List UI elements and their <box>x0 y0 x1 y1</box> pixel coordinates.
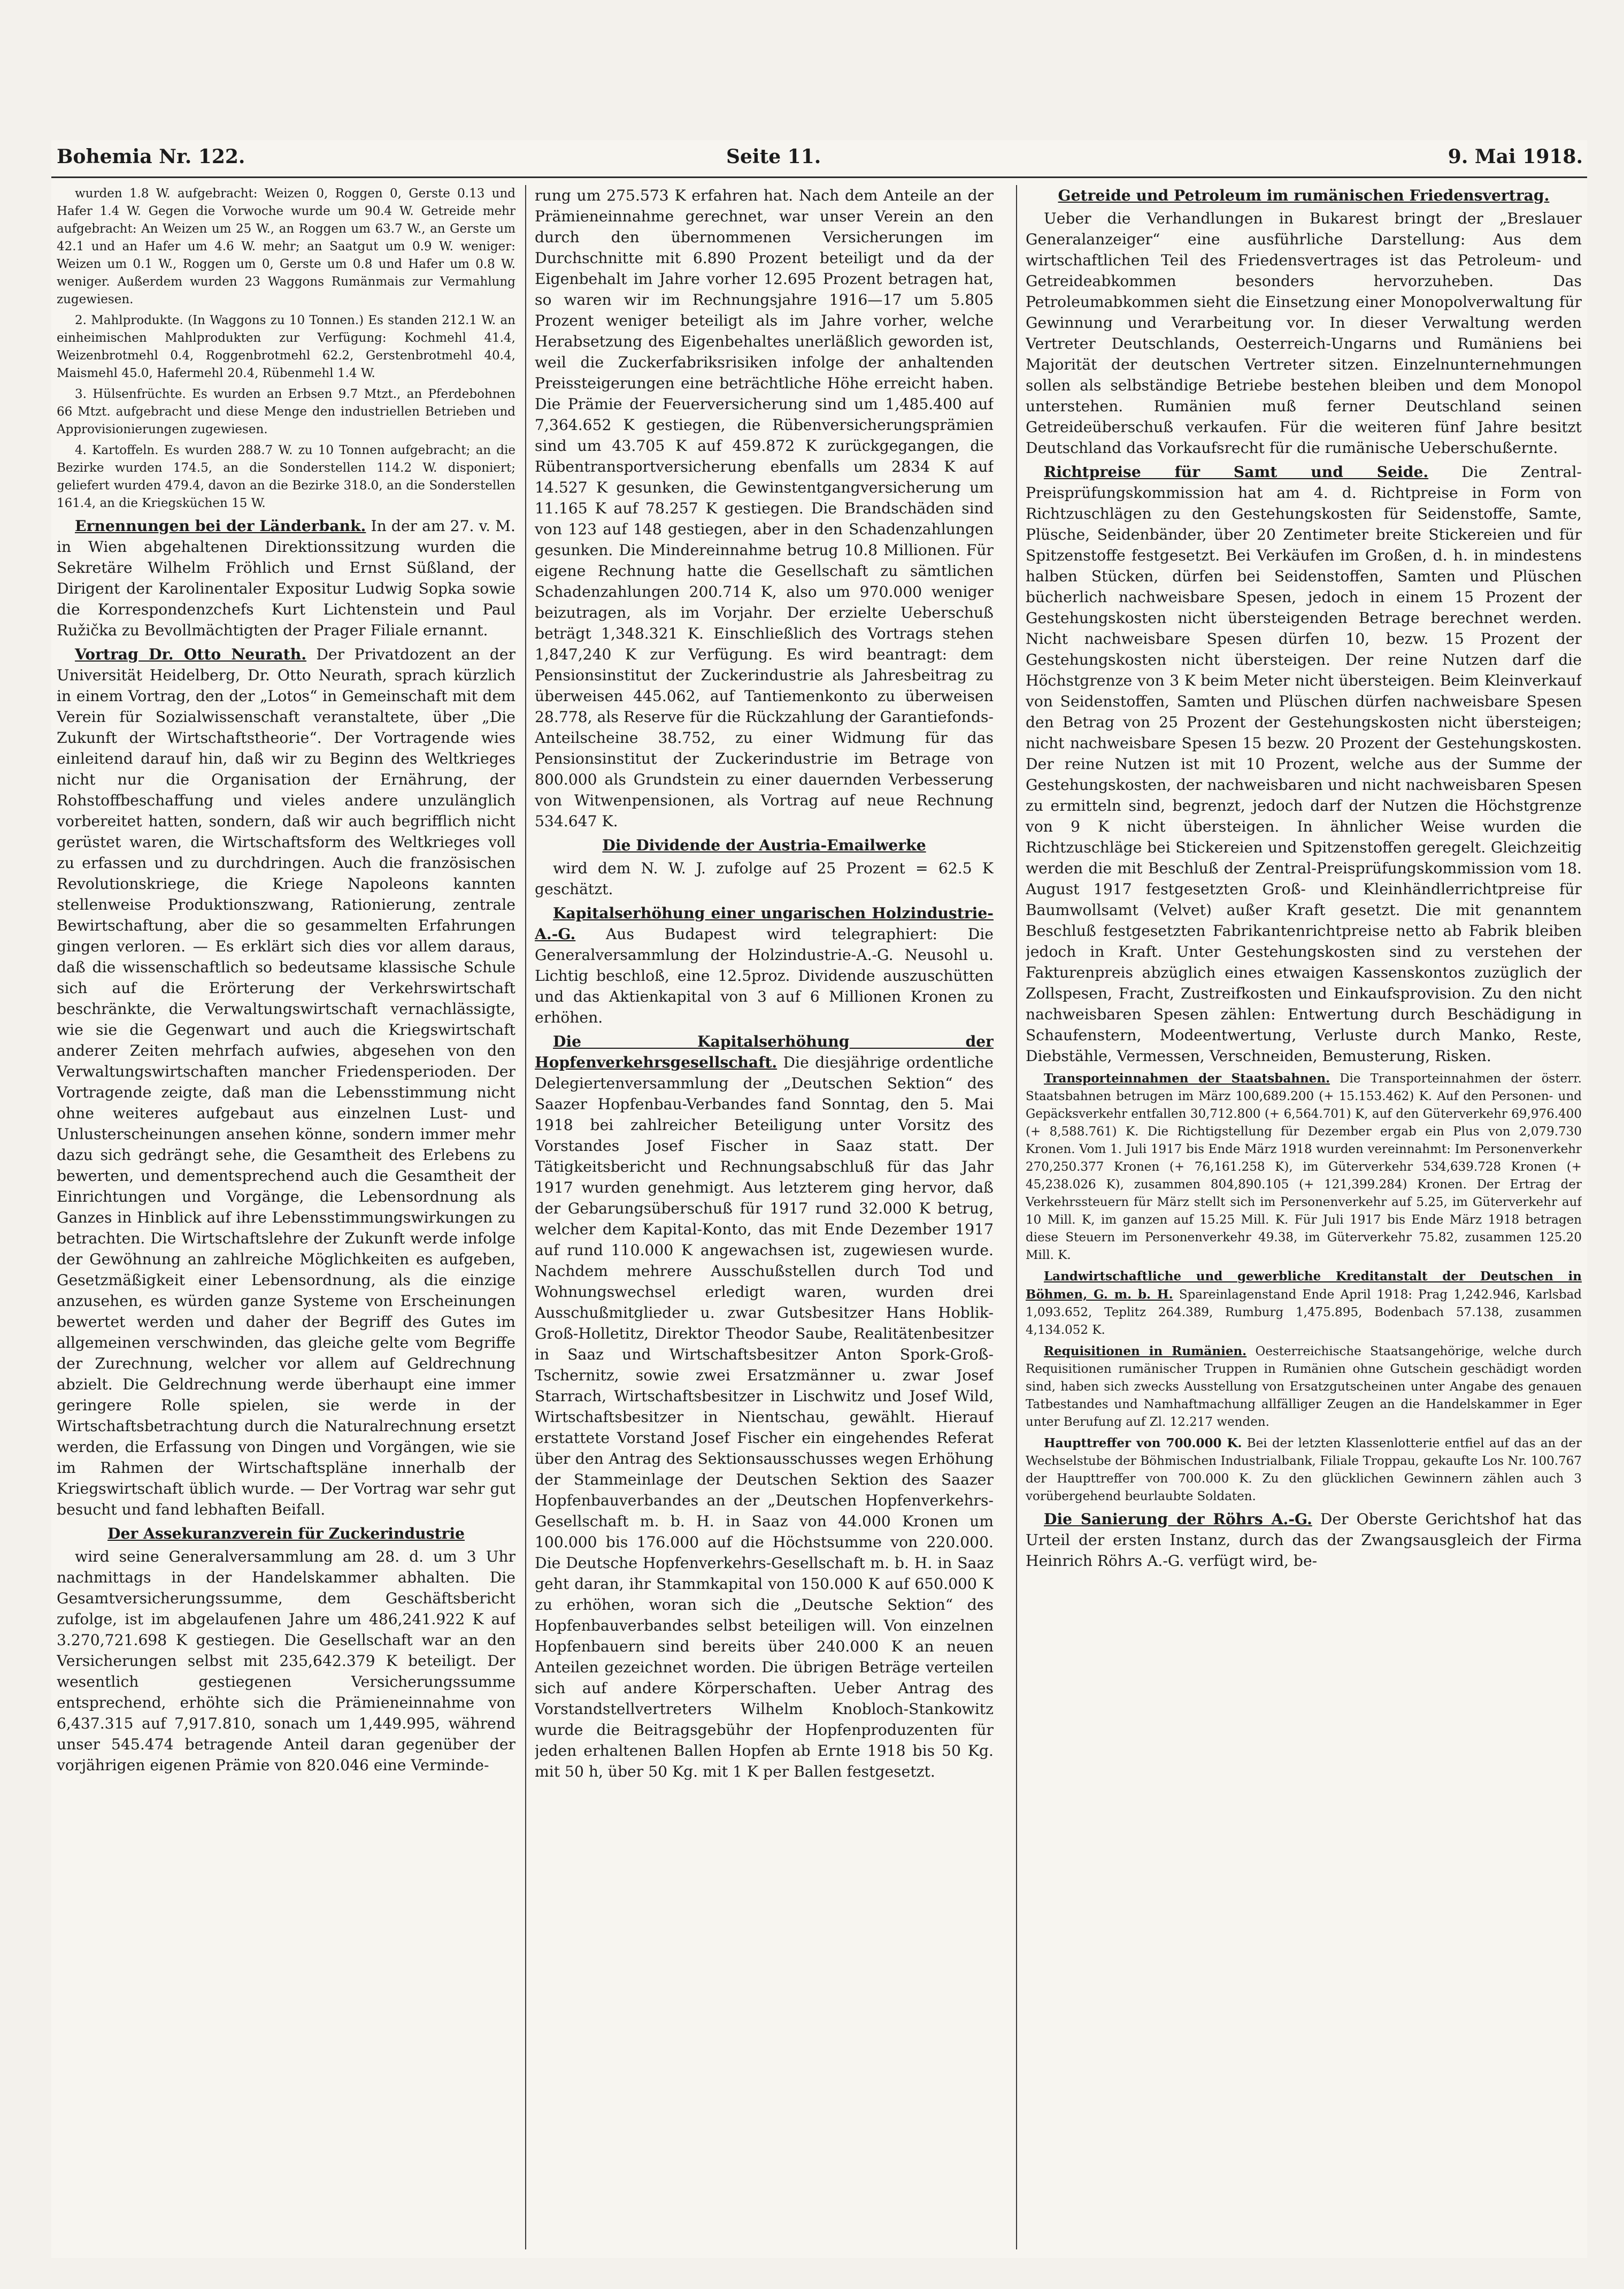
body-neurath: Der Privatdozent an der Universität Heidelberg, Dr. Otto Neurath, sprach kürzlich in einem Vortrag, den der „Lotos“ in Gemeinschaft mit dem Verein für Sozialwissenschaft veranstaltete, über „Die Zukunft der Wirtschaftstheorie“. Der Vortragende wies einleitend darauf hin, daß wir zu Beginn des Weltkrieges nicht nur die Organisation der Ernährung, der Rohstoffbeschaffung und vieles andere unzulänglich vorbereitet hatten, sondern, daß wir auch begrifflich nicht gerüstet waren, die Wirtschaftsform des Weltkrieges voll zu erfassen und zu durchdringen. Auch die französischen Revolutionskriege, die Kriege Napoleons kannten stellenweise Produktionszwang, Rationierung, zentrale Bewirtschaftung, aber die so gesammelten Erfahrungen gingen verloren. — Es erklärt sich dies vor allem daraus, daß die wissenschaftlich so bedeutsame klassische Schule sich auf die Erörterung der Verkehrswirtschaft beschränkte, die Verwaltungswirtschaft vernachlässigte, wie sie die Gegenwart und auch die Kriegswirtschaft anderer Zeiten mehrfach aufwies, abgesehen von den Verwaltungswirtschaften mancher Friedensperioden. Der Vortragende zeigte, daß man die Lebensstimmung nicht ohne weiteres aufgebaut aus einzelnen Lust- und Unlusterscheinungen ansehen könne, sondern immer mehr dazu sich gedrängt sehe, die Gesamtheit des Erlebens zu bewerten, und dementsprechend auch die Gesamtheit der Einrichtungen und Vorgänge, die Lebensordnung als Ganzes in Hinblick auf ihre Lebensstimmungswirkungen zu betrachten. Die Wirtschaftslehre der Zukunft werde infolge der Gewöhnung an zahlreiche Möglichkeiten es aufgeben, Gesetzmäßigkeit einer Lebensordnung, als die einzige anzusehen, es würden ganze Systeme von Erscheinungen bewertet werden und daher der Begriff des Gutes im allgemeinen verschwinden, das gleiche gelte vom Begriffe der Zurechnung, welcher vor allem auf Geldrechnung abzielt. Die Geldrechnung werde überhaupt eine immer geringere Rolle spielen, sie werde in der Wirtschaftsbetrachtung durch die Naturalrechnung ersetzt werden, die Erfassung von Dingen und Vorgängen, wie sie im Rahmen der Wirtschaftspläne innerhalb der Kriegswirtschaft üblich wurde. — Der Vortrag war sehr gut besucht und fand lebhaften Beifall. <box>57 646 515 1518</box>
article-haupttreffer <box>1026 1434 1582 1505</box>
body-richtpreise: Die Zentral-Preisprüfungskommission hat am 4. d. Richtpreise in Form von Richtzuschlägen zu den Gestehungskosten für Seidenstoffe, Samte, Plüsche, Seidenbänder, über 20 Zentimeter breite Stickereien und für Spitzenstoffe festgesetzt. Bei Verkäufen im Großen, d. h. in mindestens halben Stücken, dürfen bei Seidenstoffen, Samten und Plüschen bücherlich nachweisbare Spesen, jedoch in einem 15 Prozent der Gestehungskosten nicht übersteigenden Betrage berechnet werden. Nicht nachweisbare Spesen dürfen 10, bezw. 15 Prozent der Gestehungskosten nicht übersteigen. Der reine Nutzen darf die Höchstgrenze von 3 K beim Meter nicht übersteigen. Beim Kleinverkauf von Seidenstoffen, Samten und Plüschen dürfen nachweisbare Spesen den Betrag von 25 Prozent der Gestehungskosten nicht übersteigen; nicht nachweisbare Spesen 15 bezw. 20 Prozent der Gestehungskosten. Der reine Nutzen ist mit 10 Prozent, welche aus der Summe der Gestehungskosten, der nachweisbaren und nicht nachweisbaren Spesen zu ermitteln sind, begrenzt, jedoch darf der Nutzen die Höchstgrenze von 9 K nicht übersteigen. In ähnlicher Weise wurden die Richtzuschläge bei Stickereien und Spitzenstoffen geregelt. Gleichzeitig werden die mit Beschluß der Zentral-Preisprüfungskommission vom 18. August 1917 festgesetzten Groß- und Kleinhändlerrichtpreise für Baumwollsamt (Velvet) außer Kraft gesetzt. Die mit genanntem Beschluß festgesetzten Fabrikantenrichtpreise netto ab Fabrik bleiben jedoch in Kraft. Unter Gestehungskosten sind zu verstehen der Fakturenpreis abzüglich eines etwaigen Kassenskontos zuzüglich der Zollspesen, Fracht, Zustreifkosten und Einkaufsprovision. Zu den nicht nachweisbaren Spesen zählen: Entwertung durch Beschädigung in Schaufenstern, Modeentwertung, Verluste durch Manko, Reste, Diebstähle, Vermessen, Verschneiden, Bemusterung, Risken. <box>1026 463 1582 1065</box>
column-2 <box>535 185 994 2249</box>
body-staatsbahnen: Die Transporteinnahmen der österr. Staatsbahnen betrugen im März 100,689.200 (+ 15.153.462) K. Auf den Personen- und Gepäcksverkehr entfallen 30,712.800 (+ 6,564.701) K, auf den Güterverkehr 69,976.400 (+ 8,588.761) K. Die Richtigstellung für Dezember ergab ein Plus von 2,079.730 Kronen. Vom 1. Juli 1917 bis Ende März 1918 wurden vereinnahmt: Im Personenverkehr 270,250.377 Kronen (+ 76,161.258 K), im Güterverkehr 534,639.728 Kronen (+ 45,238.026 K), zusammen 804,890.105 (+ 121,399.284) Kronen. Der Ertrag der Verkehrssteuern für März stellt sich im Personenverkehr auf 5.25, im Güterverkehr auf 10 Mill. K, im ganzen auf 15.25 Mill. K. Für Juli 1917 bis Ende März 1918 betragen diese Steuern im Personenverkehr 49.38, im Güterverkehr 75.82, zusammen 125.20 Mill. K. <box>1026 1072 1582 1262</box>
headline-requisitionen: Requisitionen in Rumänien. <box>1044 1344 1247 1358</box>
body-assekuranzverein-continued: rung um 275.573 K erfahren hat. Nach dem Anteile an der Prämieneinnahme gerechnet, war unser Verein an den durch den übernommenen Versicherungen im Durchschnitte mit 6.890 Prozent beteiligt und da der Eigenbehalt im Jahre vorher 12.695 Prozent betragen hat, so waren wir im Rechnungsjahre 1916—17 um 5.805 Prozent weniger beteiligt als im Jahre vorher, welche Herabsetzung des Eigenbehaltes unerläßlich geworden ist, weil die Zuckerfabriksrisiken infolge der anhaltenden Preissteigerungen eine beträchtliche Höhe erreicht haben. Die Prämie der Feuerversicherung sind um 1,485.400 auf 7,364.652 K gestiegen, die Rübenversicherungsprämien sind um 43.705 K auf 459.872 K zurückgegangen, die Rübentransportversicherung ebenfalls um 2834 K auf 14.527 K gesunken, die Gewinstentgangversicherung um 11.165 K auf 78.257 K gestiegen. Die Brandschäden sind von 123 auf 148 gestiegen, aber in den Schadenzahlungen gesunken. Die Mindereinnahme betrug 10.8 Millionen. Für eigene Rechnung hatte die Gesellschaft zu sämtlichen Schadenzahlungen 200.714 K, also um 970.000 weniger beizutragen, als im Vorjahr. Der erzielte Ueberschuß beträgt 1,348.321 K. Einschließlich des Vortrags stehen 1,847,240 K zur Verfügung. Es wird beantragt: dem Pensionsinstitut der Zuckerindustrie als Jahresbeitrag zu überweisen 445.062, auf Tantiemenkonto zu überweisen 28.778, als Reserve für die Rückzahlung der Garantiefonds-Anteilscheine 38.752, zu einer Widmung für das Pensionsinstitut der Zuckerindustrie im Betrage von 800.000 als Grundstein zu einer dauernden Verbesserung von Witwenpensionen, als Vortrag auf neue Rechnung 534.647 K. <box>535 187 994 830</box>
body-kreditanstalt: Spareinlagenstand Ende April 1918: Prag 1,242.946, Karlsbad 1,093.652, Teplitz 264.389, Rumburg 1,475.895, Bodenbach 57.138, zusammen 4,134.052 K. <box>1026 1288 1582 1337</box>
column-rule-1 <box>525 185 526 2249</box>
market-report-flour: 2. Mahlprodukte. (In Waggons zu 10 Tonnen.) Es standen 212.1 W. an einheimischen Mahlprodukten zur Verfügung: Kochmehl 41.4, Weizenbrotmehl 0.4, Roggenbrotmehl 62.2, Gerstenbrotmehl 40.4, Maismehl 45.0, Hafermehl 20.4, Rübenmehl 1.4 W. <box>57 313 515 380</box>
body-austria-email: wird dem N. W. J. zufolge auf 25 Prozent = 62.5 K geschätzt. <box>535 859 994 898</box>
headline-kreditanstalt: Landwirtschaftliche und gewerbliche Kreditanstalt der Deutschen in Böhmen, G. m. b. H. <box>1026 1269 1582 1302</box>
body-laenderbank: In der am 27. v. M. in Wien abgehaltenen Direktionssitzung wurden die Sekretäre Wilhelm Fröhlich und Ernst Süßland, der Dirigent der Karolinentaler Expositur Ludwig Sopka sowie die Korrespondenzchefs Kurt Lichtenstein und Paul Ružička zu Bevollmächtigten der Prager Filiale ernannt. <box>57 517 515 639</box>
headline-roehrs: Die Sanierung der Röhrs A.-G. <box>1044 1510 1312 1528</box>
headline-hopfenverkehr: Die Kapitalserhöhung der Hopfenverkehrsgesellschaft. <box>535 1033 994 1071</box>
body-roehrs: Der Oberste Gerichtshof hat das Urteil der ersten Instanz, durch das der Zwangsausgleich der Firma Heinrich Röhrs A.-G. verfügt wird, be- <box>1026 1510 1582 1570</box>
article-kreditanstalt <box>1026 1268 1582 1339</box>
headline-neurath: Vortrag Dr. Otto Neurath. <box>75 646 307 663</box>
masthead-date: 9. Mai 1918. <box>1448 145 1583 168</box>
headline-haupttreffer: Haupttreffer von 700.000 K. <box>1044 1436 1242 1450</box>
body-holzindustrie: Aus Budapest wird telegraphiert: Die Generalversammlung der Holzindustrie-A.-G. Neusohl u. Lichtig beschloß, eine 12.5proz. Dividende auszuschütten und das Aktienkapital von 3 auf 6 Millionen Kronen zu erhöhen. <box>535 925 994 1026</box>
body-haupttreffer: Bei der letzten Klassenlotterie entfiel auf das an der Wechselstube der Böhmischen Industrialbank, Filiale Troppau, gekaufte Los Nr. 100.767 der Haupttreffer von 700.000 K. Zu den glücklichen Gewinnern zählen auch 3 vorübergehend beurlaubte Soldaten. <box>1026 1437 1582 1503</box>
masthead-rule <box>51 176 1587 178</box>
market-report-grain: wurden 1.8 W. aufgebracht: Weizen 0, Roggen 0, Gerste 0.13 und Hafer 1.4 W. Gegen die Vorwoche wurde um 90.4 W. Getreide mehr aufgebracht: An Weizen um 25 W., an Roggen um 63.7 W., an Gerste um 42.1 und an Hafer um 4.6 W. mehr; an Saatgut um 0.9 W. weniger: Weizen um 0.1 W., Roggen um 0, Gerste um 0.8 und Hafer um 0.8 W. weniger. Außerdem wurden 23 Waggons Rumänmais zur Vermahlung zugewiesen. <box>57 187 515 306</box>
column-1 <box>57 185 515 2249</box>
headline-assekuranzverein: Der Assekuranzverein für Zuckerindustrie <box>107 1525 465 1542</box>
masthead-page-number: Seite 11. <box>726 145 821 168</box>
article-hopfenverkehr <box>535 1031 994 1782</box>
market-report-legumes: 3. Hülsenfrüchte. Es wurden an Erbsen 9.7 Mtzt., an Pferdebohnen 66 Mtzt. aufgebracht und diese Menge den industriellen Betrieben und Approvisionierungen zugewiesen. <box>57 387 515 436</box>
article-laenderbank <box>57 516 515 641</box>
headline-rumaenien-friedensvertrag: Getreide und Petroleum im rumänischen Friedensvertrag. <box>1058 187 1550 204</box>
body-hopfenverkehr: Die diesjährige ordentliche Delegiertenversammlung der „Deutschen Sektion“ des Saazer Hopfenbau-Verbandes fand Sonntag, den 5. Mai 1918 bei zahlreicher Beteiligung unter Vorsitz des Vorstandes Josef Fischer in Saaz statt. Der Tätigkeitsbericht und Rechnungsabschluß für das Jahr 1917 wurden genehmigt. Aus letzterem ging hervor, daß der Gebarungsüberschuß für 1917 rund 32.000 K betrug, welcher dem Kapital-Konto, das mit Ende Dezember 1917 auf rund 110.000 K angewachsen ist, zugewiesen wurde. Nachdem mehrere Ausschußstellen durch Tod und Wohnungswechsel erledigt waren, wurden drei Ausschußmitglieder u. zwar Gutsbesitzer Hans Hoblik-Groß-Holletitz, Direktor Theodor Saube, Realitätenbesitzer in Saaz und Wirtschaftsbesitzer Anton Spork-Groß-Tschernitz, sowie zwei Ersatzmänner u. zwar Josef Starrach, Wirtschaftsbesitzer in Lischwitz und Josef Wild, Wirtschaftsbesitzer in Nientschau, gewählt. Hierauf erstattete Vorstand Josef Fischer ein eingehendes Referat über den Antrag des Sektionsausschusses wegen Erhöhung der Stammeinlage der Deutschen Sektion des Saazer Hopfenbauverbandes an der „Deutschen Hopfenverkehrs-Gesellschaft m. b. H. in Saaz von 44.000 Kronen um 100.000 bis 176.000 auf die Höchstsumme von 220.000. Die Deutsche Hopfenverkehrs-Gesellschaft m. b. H. in Saaz geht daran, ihr Stammkapital von 150.000 K auf 650.000 K zu erhöhen, woran sich die „Deutsche Sektion“ des Hopfenbauverbandes selbst beteiligen will. Von einzelnen Hopfenbauern sind bereits über 240.000 K an neuen Anteilen gezeichnet worden. Die übrigen Beträge verteilen sich auf andere Körperschaften. Ueber Antrag des Vorstandstellvertreters Wilhelm Knobloch-Stankowitz wurde die Beitragsgebühr der Hopfenproduzenten für jeden erhaltenen Ballen Hopfen ab Ernte 1918 bis 50 Kg. mit 50 h, über 50 Kg. mit 1 K per Ballen festgesetzt. <box>535 1054 994 1780</box>
newspaper-page <box>51 140 1587 2258</box>
body-rumaenien-friedensvertrag: Ueber die Verhandlungen in Bukarest bringt der „Breslauer Generalanzeiger“ eine ausführliche Darstellung: Aus dem wirtschaftlichen Teil des Friedensvertrages ist das Petroleum- und Getreideabkommen besonders hervorzuheben. Das Petroleumabkommen sieht die Einsetzung einer Monopolverwaltung für Gewinnung und Verarbeitung vor. In dieser Verwaltung werden Vertreter Deutschlands, Oesterreich-Ungarns und Rumäniens bei Majorität der deutschen Vertreter sitzen. Einzelnunternehmungen sollen als selbständige Betriebe bestehen bleiben und dem Monopol unterstehen. Rumänien muß ferner Deutschland seinen Getreideüberschuß verkaufen. Für die weiteren fünf Jahre besitzt Deutschland das Vorkaufsrecht für die rumänische Ueberschußernte. <box>1026 210 1582 457</box>
body-assekuranzverein: wird seine Generalversammlung am 28. d. um 3 Uhr nachmittags in der Handelskammer abhalten. Die Gesamtversicherungssumme, dem Geschäftsbericht zufolge, ist im abgelaufenen Jahre um 486,241.922 K auf 3.270,721.698 K gestiegen. Die Gesellschaft war an den Versicherungen selbst mit 235,642.379 K beteiligt. Der wesentlich gestiegenen Versicherungssumme entsprechend, erhöhte sich die Prämieneinnahme von 6,437.315 auf 7,917.810, sonach um 1,449.995, während unser 545.474 betragende Anteil daran gegenüber der vorjährigen eigenen Prämie von 820.046 eine Verminde- <box>57 1548 515 1774</box>
article-roehrs <box>1026 1509 1582 1571</box>
article-requisitionen <box>1026 1342 1582 1431</box>
headline-staatsbahnen: Transporteinnahmen der Staatsbahnen. <box>1044 1071 1330 1086</box>
article-neurath <box>57 644 515 1520</box>
body-requisitionen: Oesterreichische Staatsangehörige, welche durch Requisitionen rumänischer Truppen in Rumänien ohne Gutschein geschädigt worden sind, haben sich zwecks Ausstellung von Ersatzgutscheinen unter Angabe des genauen Tatbestandes und Namhaftmachung allfälliger Zeugen an die Handelskammer in Eger unter Berufung auf Zl. 12.217 wenden. <box>1026 1345 1582 1429</box>
headline-laenderbank: Ernennungen bei der Länderbank. <box>75 517 366 535</box>
headline-richtpreise: Richtpreise für Samt und Seide. <box>1044 463 1429 481</box>
headline-holzindustrie: Kapitalserhöhung einer ungarischen Holzindustrie-A.-G. <box>535 904 994 943</box>
article-staatsbahnen <box>1026 1070 1582 1264</box>
column-3 <box>1026 185 1582 2249</box>
masthead-issue: Bohemia Nr. 122. <box>57 145 245 168</box>
market-report-potatoes: 4. Kartoffeln. Es wurden 288.7 W. zu 10 Tonnen aufgebracht; an die Bezirke wurden 174.5, an die Sonderstellen 114.2 W. disponiert; geliefert wurden 479.4, davon an die Bezirke 318.0, an die Sonderstellen 161.4, an die Kriegsküchen 15 W. <box>57 443 515 510</box>
column-rule-2 <box>1016 185 1017 2249</box>
article-richtpreise <box>1026 462 1582 1066</box>
article-holzindustrie <box>535 903 994 1028</box>
headline-austria-email: Die Dividende der Austria-Emailwerke <box>602 836 926 854</box>
masthead <box>51 140 1587 172</box>
